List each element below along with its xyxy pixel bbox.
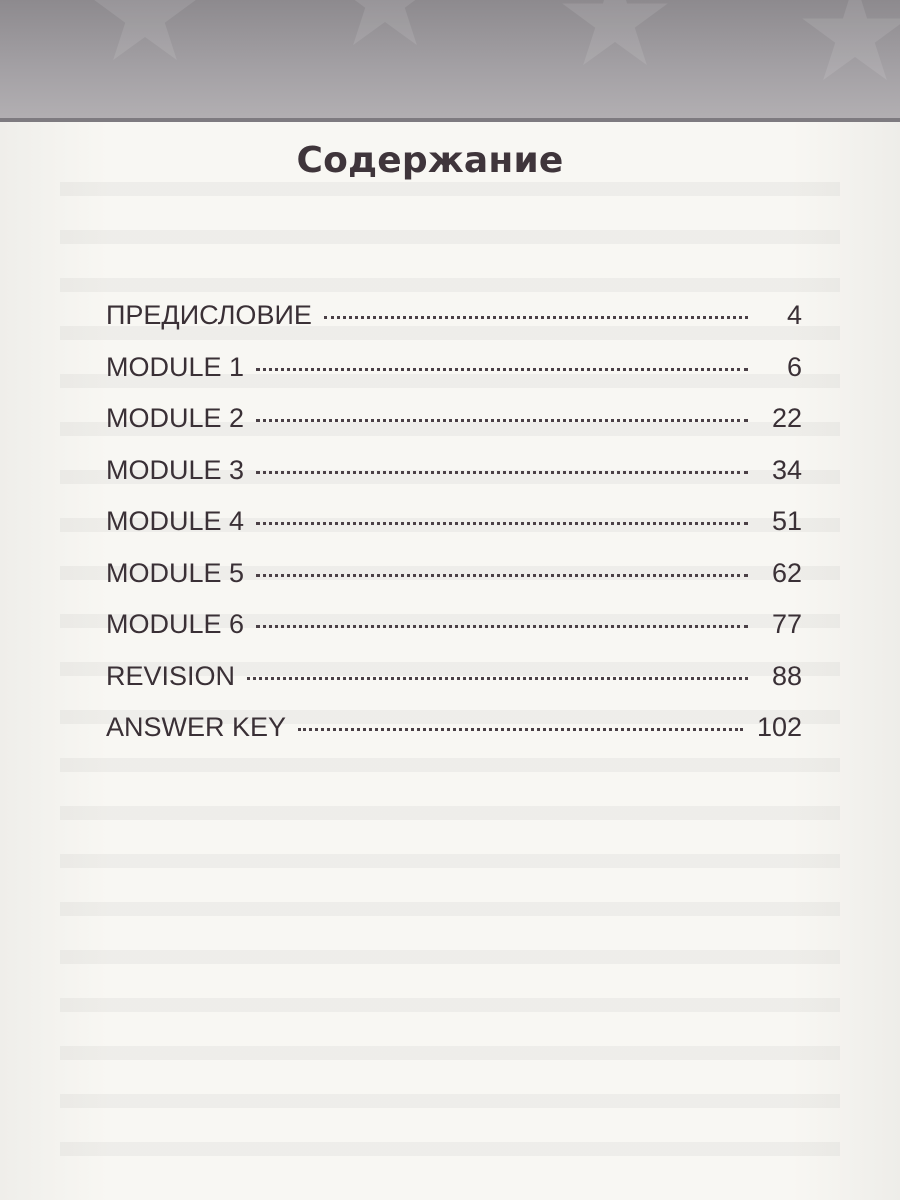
toc-entry-page: 51 [771, 506, 802, 536]
toc-entry-module-3[interactable] [106, 455, 802, 507]
toc-entry-module-1[interactable] [106, 352, 802, 404]
page-title: Содержание [296, 140, 564, 181]
toc-entry-page: 34 [771, 454, 802, 485]
toc-entry-page: 6 [786, 351, 802, 382]
toc-entry-module-6[interactable] [106, 609, 802, 661]
dot-leader [256, 419, 748, 422]
toc-entry-label: ПРЕДИСЛОВИЕ [106, 300, 312, 330]
header-band [0, 0, 900, 122]
star-decoration [800, 0, 900, 90]
toc-entry-page: 62 [771, 557, 802, 588]
toc-entry-revision[interactable] [106, 661, 802, 713]
toc-entry-label: ANSWER KEY [106, 712, 287, 742]
star-decoration [560, 0, 670, 75]
toc-entry-page: 102 [756, 712, 802, 742]
dot-leader [256, 471, 748, 474]
dot-leader [256, 625, 748, 628]
toc-entry-label: MODULE 1 [106, 351, 245, 382]
toc-entry-module-5[interactable] [106, 558, 802, 610]
toc-entry-module-2[interactable] [106, 403, 802, 455]
toc-entry-page: 88 [771, 660, 802, 691]
dot-leader [247, 677, 748, 680]
toc-entry-preface[interactable] [106, 300, 802, 352]
toc-entry-answer-key[interactable] [106, 712, 802, 764]
toc-entry-page: 77 [771, 609, 802, 639]
star-decoration [90, 0, 200, 70]
dot-leader [324, 316, 748, 319]
table-of-contents [106, 300, 802, 764]
toc-entry-module-4[interactable] [106, 506, 802, 558]
toc-entry-label: MODULE 3 [106, 454, 245, 485]
dot-leader [256, 574, 748, 577]
toc-entry-label: REVISION [106, 660, 236, 691]
star-decoration [330, 0, 440, 55]
toc-entry-label: MODULE 6 [106, 609, 245, 639]
toc-entry-label: MODULE 2 [106, 403, 245, 433]
toc-entry-page: 4 [786, 300, 802, 330]
toc-entry-label: MODULE 4 [106, 506, 245, 536]
dot-leader [298, 728, 743, 731]
dot-leader [256, 522, 748, 525]
dot-leader [256, 368, 748, 371]
toc-entry-label: MODULE 5 [106, 557, 245, 588]
toc-entry-page: 22 [771, 403, 802, 433]
